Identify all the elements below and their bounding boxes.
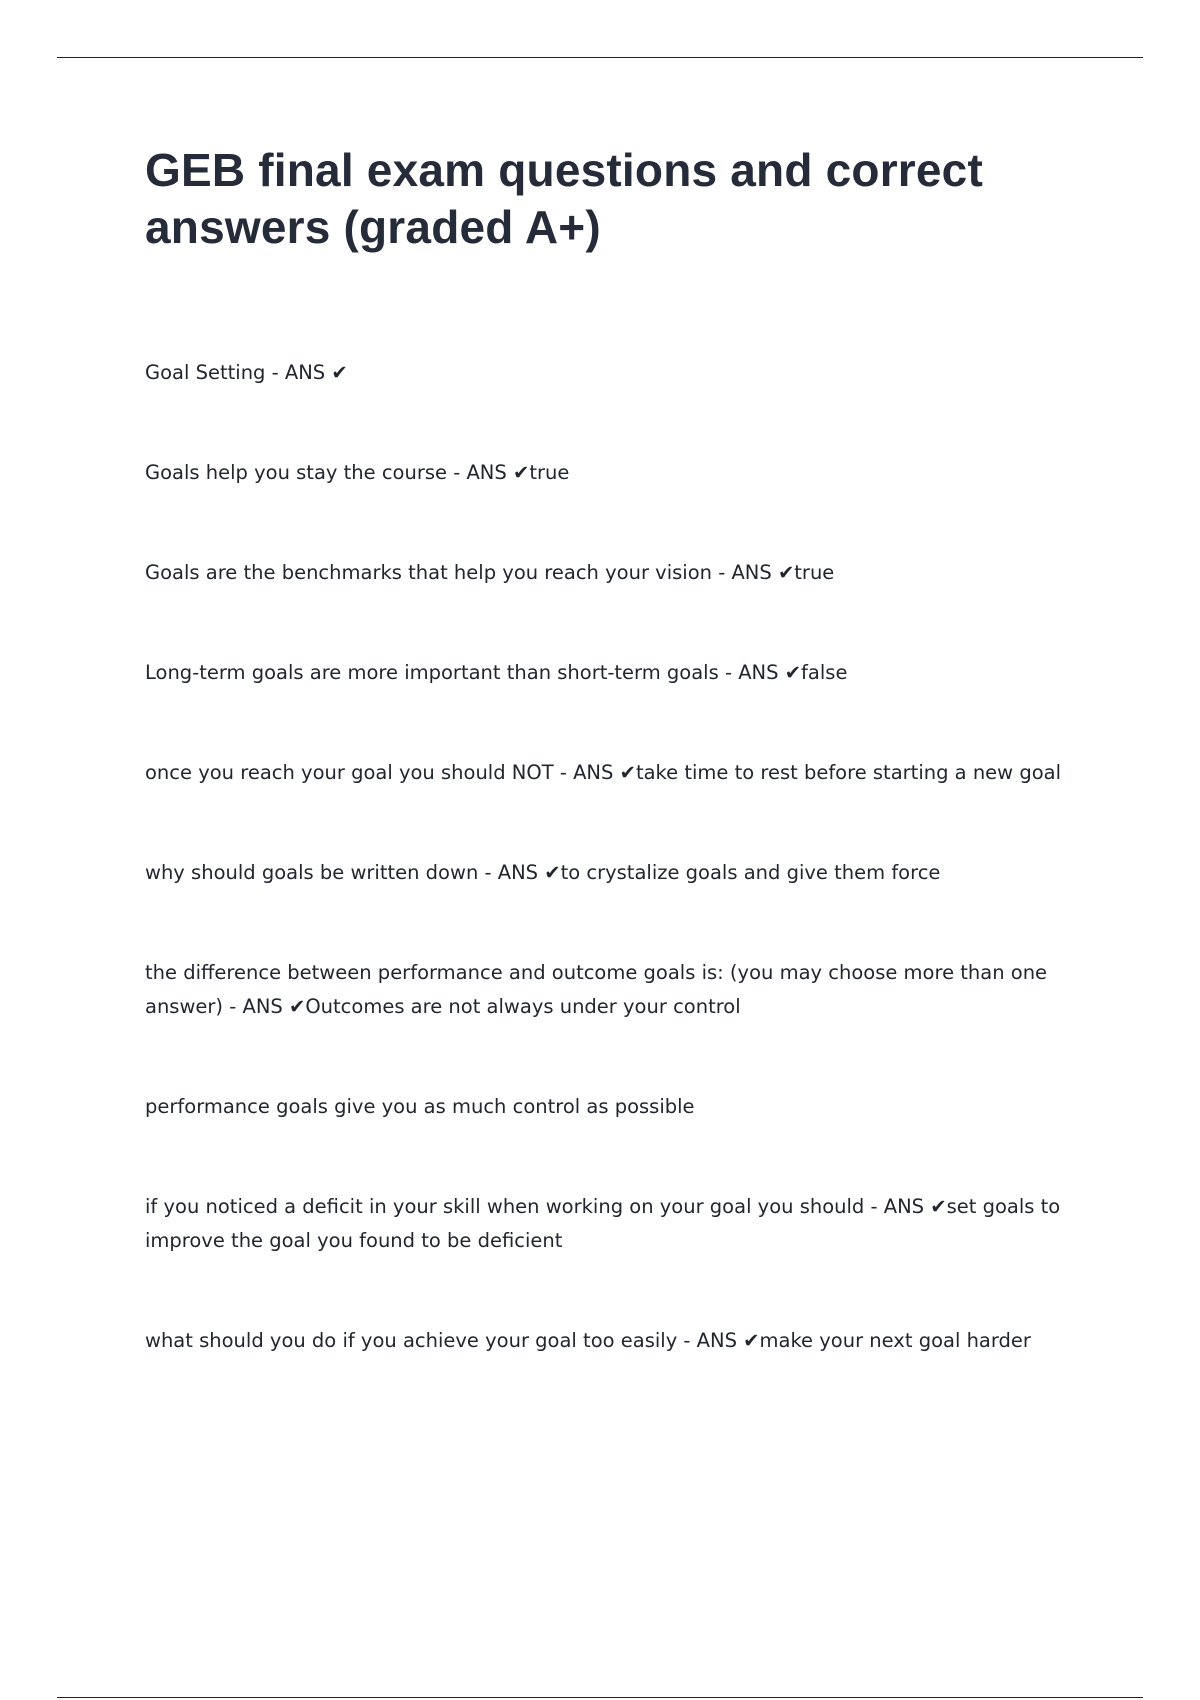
question-text: what should you do if you achieve your goal too easily bbox=[145, 1329, 678, 1352]
answer-text: true bbox=[794, 561, 835, 584]
separator: - bbox=[864, 1195, 884, 1218]
answer-text: true bbox=[529, 461, 570, 484]
question-text: the difference between performance and outcome goals is: (you may choose more than one answer) bbox=[145, 961, 1048, 1018]
question-text: Goal Setting bbox=[145, 361, 266, 384]
qa-list bbox=[145, 356, 1075, 1424]
separator: - bbox=[265, 361, 285, 384]
answer-text: make your next goal harder bbox=[759, 1329, 1031, 1352]
separator: - bbox=[718, 661, 739, 684]
answer-text: to crystalize goals and give them force bbox=[560, 861, 941, 884]
answer-text: performance goals give you as much control as possible bbox=[145, 1095, 695, 1118]
qa-item bbox=[145, 1324, 1075, 1358]
answer-text: false bbox=[801, 661, 848, 684]
question-text: why should goals be written down bbox=[145, 861, 479, 884]
question-text: Goals help you stay the course bbox=[145, 461, 448, 484]
qa-item bbox=[145, 556, 1075, 590]
separator: - bbox=[223, 995, 243, 1018]
ans-marker: ANS ✔ bbox=[497, 861, 561, 884]
ans-marker: ANS ✔ bbox=[466, 461, 530, 484]
ans-marker: ANS ✔ bbox=[883, 1195, 947, 1218]
ans-marker: ANS ✔ bbox=[573, 761, 636, 784]
answer-text: take time to rest before starting a new goal bbox=[635, 761, 1061, 784]
qa-item bbox=[145, 356, 1075, 390]
separator: - bbox=[712, 561, 732, 584]
separator: - bbox=[677, 1329, 697, 1352]
question-text: Long-term goals are more important than short-term goals bbox=[145, 661, 719, 684]
answer-text: set goals to improve the goal you found to be deficient bbox=[145, 1195, 1061, 1252]
qa-item bbox=[145, 656, 1075, 690]
answer-text: Outcomes are not always under your control bbox=[305, 995, 741, 1018]
ans-marker: ANS ✔ bbox=[738, 661, 802, 684]
ans-marker: ANS ✔ bbox=[242, 995, 306, 1018]
qa-item bbox=[145, 1190, 1075, 1258]
top-rule bbox=[57, 57, 1143, 58]
qa-item bbox=[145, 856, 1075, 890]
separator: - bbox=[447, 461, 467, 484]
qa-item bbox=[145, 956, 1075, 1024]
separator: - bbox=[553, 761, 574, 784]
question-text: Goals are the benchmarks that help you reach your vision bbox=[145, 561, 712, 584]
qa-item bbox=[145, 756, 1075, 790]
page-title: GEB final exam questions and correct answers (graded A+) bbox=[145, 144, 983, 253]
qa-item bbox=[145, 1090, 1075, 1124]
separator: - bbox=[478, 861, 498, 884]
ans-marker: ANS ✔ bbox=[731, 561, 795, 584]
question-text: once you reach your goal you should NOT bbox=[145, 761, 554, 784]
qa-item bbox=[145, 456, 1075, 490]
bottom-rule bbox=[57, 1697, 1143, 1698]
question-text: if you noticed a deficit in your skill when working on your goal you should bbox=[145, 1195, 865, 1218]
ans-marker: ANS ✔ bbox=[284, 361, 348, 384]
ans-marker: ANS ✔ bbox=[696, 1329, 760, 1352]
